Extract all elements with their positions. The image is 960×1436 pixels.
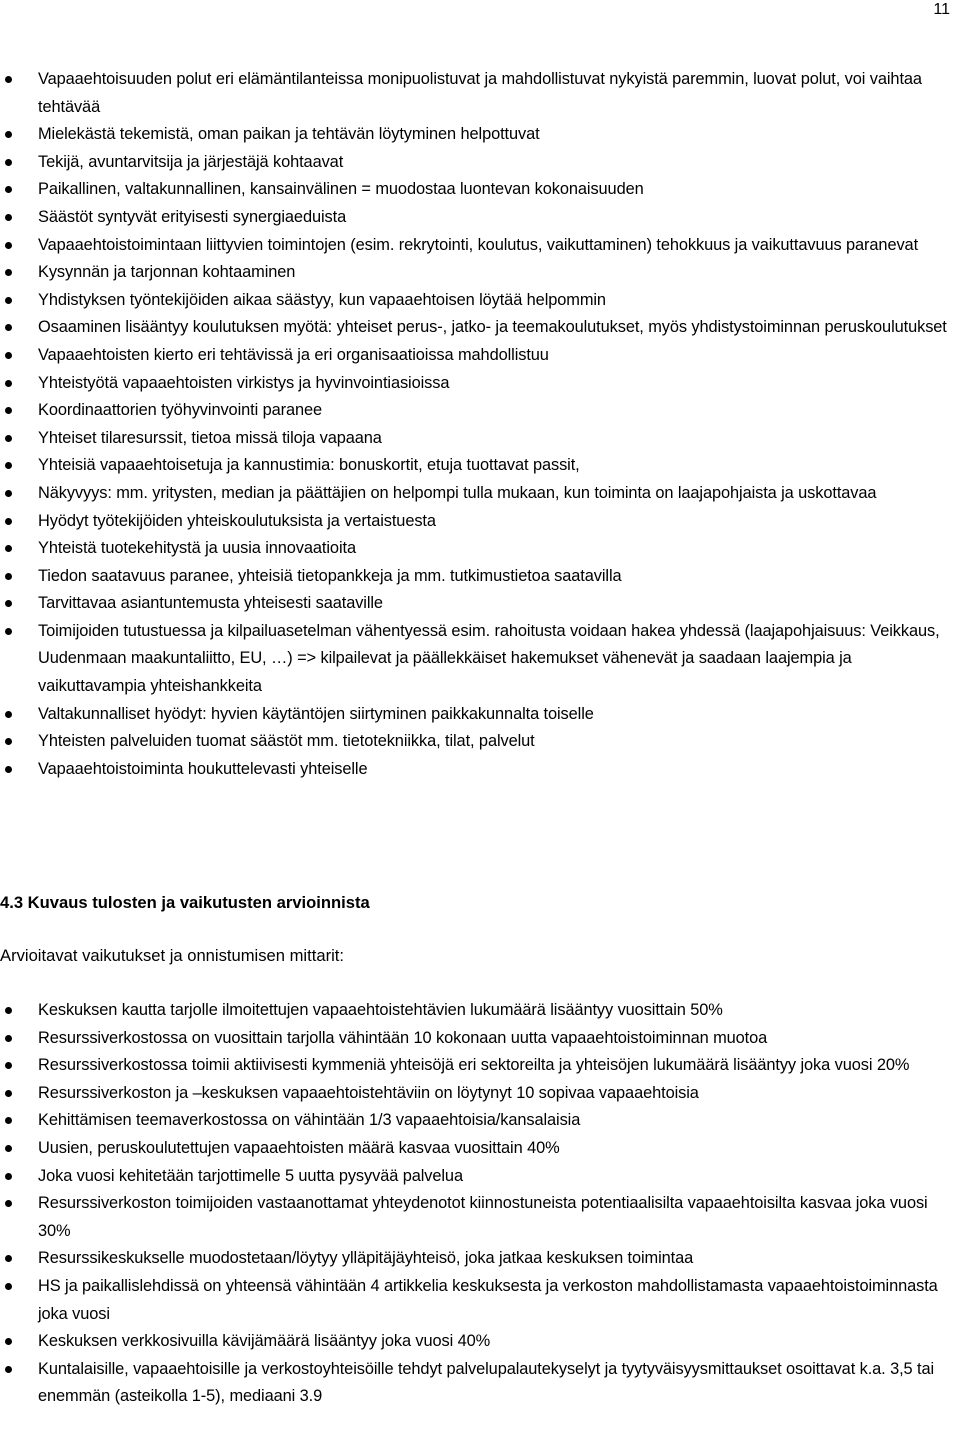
list-item-text: HS ja paikallislehdissä on yhteensä vähintään 4 artikkelia keskuksesta ja verkoston mahdollistamasta vapaaehtoistoiminnasta joka vuosi [38, 1276, 938, 1323]
list-item-text: Näkyvyys: mm. yritysten, median ja päättäjien on helpompi tulla mukaan, kun toiminta on laajapohjaista ja uskottavaa [38, 483, 877, 502]
metrics-list [0, 997, 950, 1411]
list-item [0, 590, 950, 618]
bullet-icon [5, 297, 12, 304]
list-item [0, 287, 950, 315]
bullet-icon [5, 324, 12, 331]
list-item [0, 370, 950, 398]
bullet-icon [5, 1200, 12, 1207]
bullet-icon [5, 76, 12, 83]
bullet-icon [5, 1117, 12, 1124]
bullet-icon [5, 1173, 12, 1180]
bullet-icon [5, 242, 12, 249]
list-item-text: Vapaaehtoisuuden polut eri elämäntilanteissa monipuolistuvat ja mahdollistuvat nykyistä paremmin, luovat polut, voi vaihtaa tehtävää [38, 70, 922, 116]
list-item-text: Säästöt syntyvät erityisesti synergiaeduista [38, 207, 347, 226]
list-item-text: Valtakunnalliset hyödyt: hyvien käytäntöjen siirtyminen paikkakunnalta toiselle [38, 704, 594, 723]
bullet-icon [5, 1255, 12, 1262]
bullet-icon [5, 628, 12, 635]
list-item [0, 997, 950, 1025]
list-item [0, 728, 950, 756]
intro-paragraph: Arvioitavat vaikutukset ja onnistumisen mittarit: [0, 946, 344, 965]
bullet-icon [5, 1090, 12, 1097]
list-item-text: Uusien, peruskoulutettujen vapaaehtoisten määrä kasvaa vuosittain 40% [38, 1138, 560, 1157]
list-item-text: Kehittämisen teemaverkostossa on vähintään 1/3 vapaaehtoisia/kansalaisia [38, 1111, 581, 1130]
bullet-icon [5, 131, 12, 138]
list-item [0, 618, 950, 701]
list-item [0, 314, 950, 342]
list-item-text: Kuntalaisille, vapaaehtoisille ja verkostoyhteisöille tehdyt palvelupalautekyselyt ja tyytyväisyysmittaukset osoittavat k.a. 3,5 tai enemmän (asteikolla 1-5), mediaani 3.9 [38, 1359, 935, 1406]
list-item [0, 1107, 950, 1135]
bullet-icon [5, 1145, 12, 1152]
list-item [0, 535, 950, 563]
bullet-icon [5, 186, 12, 193]
list-item-text: Kysynnän ja tarjonnan kohtaaminen [38, 263, 296, 282]
list-item-text: Mielekästä tekemistä, oman paikan ja tehtävän löytyminen helpottuvat [38, 125, 540, 144]
bullet-icon [5, 1366, 12, 1373]
bullet-icon [5, 738, 12, 745]
list-item [0, 480, 950, 508]
bullet-icon [5, 1338, 12, 1345]
bullet-icon [5, 214, 12, 221]
list-item [0, 176, 950, 204]
bullet-icon [5, 545, 12, 552]
list-item [0, 1190, 950, 1245]
list-item [0, 563, 950, 591]
list-item [0, 342, 950, 370]
list-item-text: Resurssikeskukselle muodostetaan/löytyy ylläpitäjäyhteisö, joka jatkaa keskuksen toimintaa [38, 1249, 694, 1268]
bullet-icon [5, 1035, 12, 1042]
list-item [0, 756, 950, 784]
list-item-text: Tekijä, avuntarvitsija ja järjestäjä kohtaavat [38, 152, 344, 171]
bullet-icon [5, 1007, 12, 1014]
list-item-text: Vapaaehtoistoimintaan liittyvien toimintojen (esim. rekrytointi, koulutus, vaikuttaminen) tehokkuus ja vaikuttavuus paranevat [38, 235, 919, 254]
list-item-text: Yhteisten palveluiden tuomat säästöt mm. tietotekniikka, tilat, palvelut [38, 732, 535, 751]
page-number: 11 [933, 1, 950, 18]
list-item [0, 232, 950, 260]
list-item [0, 1273, 950, 1328]
list-item [0, 1080, 950, 1108]
list-item-text: Osaaminen lisääntyy koulutuksen myötä: yhteiset perus-, jatko- ja teemakoulutukset, myös yhdistystoiminnan peruskoulutukset [38, 318, 947, 337]
bullet-icon [5, 600, 12, 607]
bullet-icon [5, 518, 12, 525]
bullet-icon [5, 380, 12, 387]
list-item-text: Yhteistä tuotekehitystä ja uusia innovaatioita [38, 539, 356, 558]
benefits-list [0, 66, 950, 783]
list-item-text: Yhteisiä vapaaehtoisetuja ja kannustimia: bonuskortit, etuja tuottavat passit, [38, 456, 580, 475]
bullet-icon [5, 159, 12, 166]
list-item [0, 1135, 950, 1163]
list-item-text: Tiedon saatavuus paranee, yhteisiä tietopankkeja ja mm. tutkimustietoa saatavilla [38, 566, 622, 585]
list-item-text: Tarvittavaa asiantuntemusta yhteisesti saataville [38, 594, 383, 613]
list-item-text: Vapaaehtoistoiminta houkuttelevasti yhteiselle [38, 759, 368, 778]
list-item [0, 259, 950, 287]
bullet-icon [5, 490, 12, 497]
list-item-text: Yhteiset tilaresurssit, tietoa missä tiloja vapaana [38, 428, 382, 447]
bullet-icon [5, 711, 12, 718]
list-item-text: Hyödyt työtekijöiden yhteiskoulutuksista ja vertaistuesta [38, 511, 436, 530]
list-item-text: Resurssiverkostossa toimii aktiivisesti kymmeniä yhteisöjä eri sektoreilta ja yhteisöjen lukumäärä lisääntyy joka vuosi 20% [38, 1056, 910, 1075]
list-item-text: Keskuksen kautta tarjolle ilmoitettujen vapaaehtoistehtävien lukumäärä lisääntyy vuosittain 50% [38, 1001, 723, 1019]
list-item [0, 1025, 950, 1053]
list-item [0, 121, 950, 149]
list-item-text: Joka vuosi kehitetään tarjottimelle 5 uutta pysyvää palvelua [38, 1166, 463, 1185]
list-item [0, 1328, 950, 1356]
list-item [0, 1163, 950, 1191]
list-item-text: Yhteistyötä vapaaehtoisten virkistys ja hyvinvointiasioissa [38, 373, 450, 392]
list-item-text: Resurssiverkostossa on vuosittain tarjolla vähintään 10 kokonaan uutta vapaaehtoistoiminnan muotoa [38, 1028, 768, 1047]
bullet-icon [5, 435, 12, 442]
bullet-icon [5, 1062, 12, 1069]
list-item [0, 204, 950, 232]
bullet-icon [5, 462, 12, 469]
list-item [0, 1245, 950, 1273]
list-item [0, 452, 950, 480]
bullet-icon [5, 573, 12, 580]
list-item [0, 1052, 950, 1080]
list-item [0, 1356, 950, 1411]
list-item [0, 508, 950, 536]
bullet-icon [5, 352, 12, 359]
list-item-text: Resurssiverkoston ja –keskuksen vapaaehtoistehtäviin on löytynyt 10 sopivaa vapaaehtoisia [38, 1083, 699, 1102]
list-item-text: Vapaaehtoisten kierto eri tehtävissä ja eri organisaatioissa mahdollistuu [38, 345, 549, 364]
bullet-icon [5, 766, 12, 773]
list-item [0, 425, 950, 453]
list-item-text: Resurssiverkoston toimijoiden vastaanottamat yhteydenotot kiinnostuneista potentiaalisilta vapaaehtoisilta kasvaa joka vuosi 30% [38, 1194, 928, 1240]
list-item-text: Yhdistyksen työntekijöiden aikaa säästyy, kun vapaaehtoisen löytää helpommin [38, 290, 606, 309]
list-item [0, 701, 950, 729]
list-item-text: Koordinaattorien työhyvinvointi paranee [38, 401, 323, 420]
section-heading: 4.3 Kuvaus tulosten ja vaikutusten arvioinnista [0, 893, 370, 912]
list-item-text: Keskuksen verkkosivuilla kävijämäärä lisääntyy joka vuosi 40% [38, 1332, 491, 1351]
bullet-icon [5, 269, 12, 276]
list-item [0, 66, 950, 121]
list-item-text: Toimijoiden tutustuessa ja kilpailuasetelman vähentyessä esim. rahoitusta voidaan hakea yhdessä (laajapohjaisuus: Veikkaus, Uudenmaan maakuntaliitto, EU, …) => kilpailevat ja päällekkäiset hakemukset vähenevät ja saadaan laajempia ja vaikuttavampia yhteishankkeita [38, 621, 940, 696]
bullet-icon [5, 1283, 12, 1290]
bullet-icon [5, 407, 12, 414]
list-item-text: Paikallinen, valtakunnallinen, kansainvälinen = muodostaa luontevan kokonaisuuden [38, 180, 644, 199]
list-item [0, 397, 950, 425]
list-item [0, 149, 950, 177]
